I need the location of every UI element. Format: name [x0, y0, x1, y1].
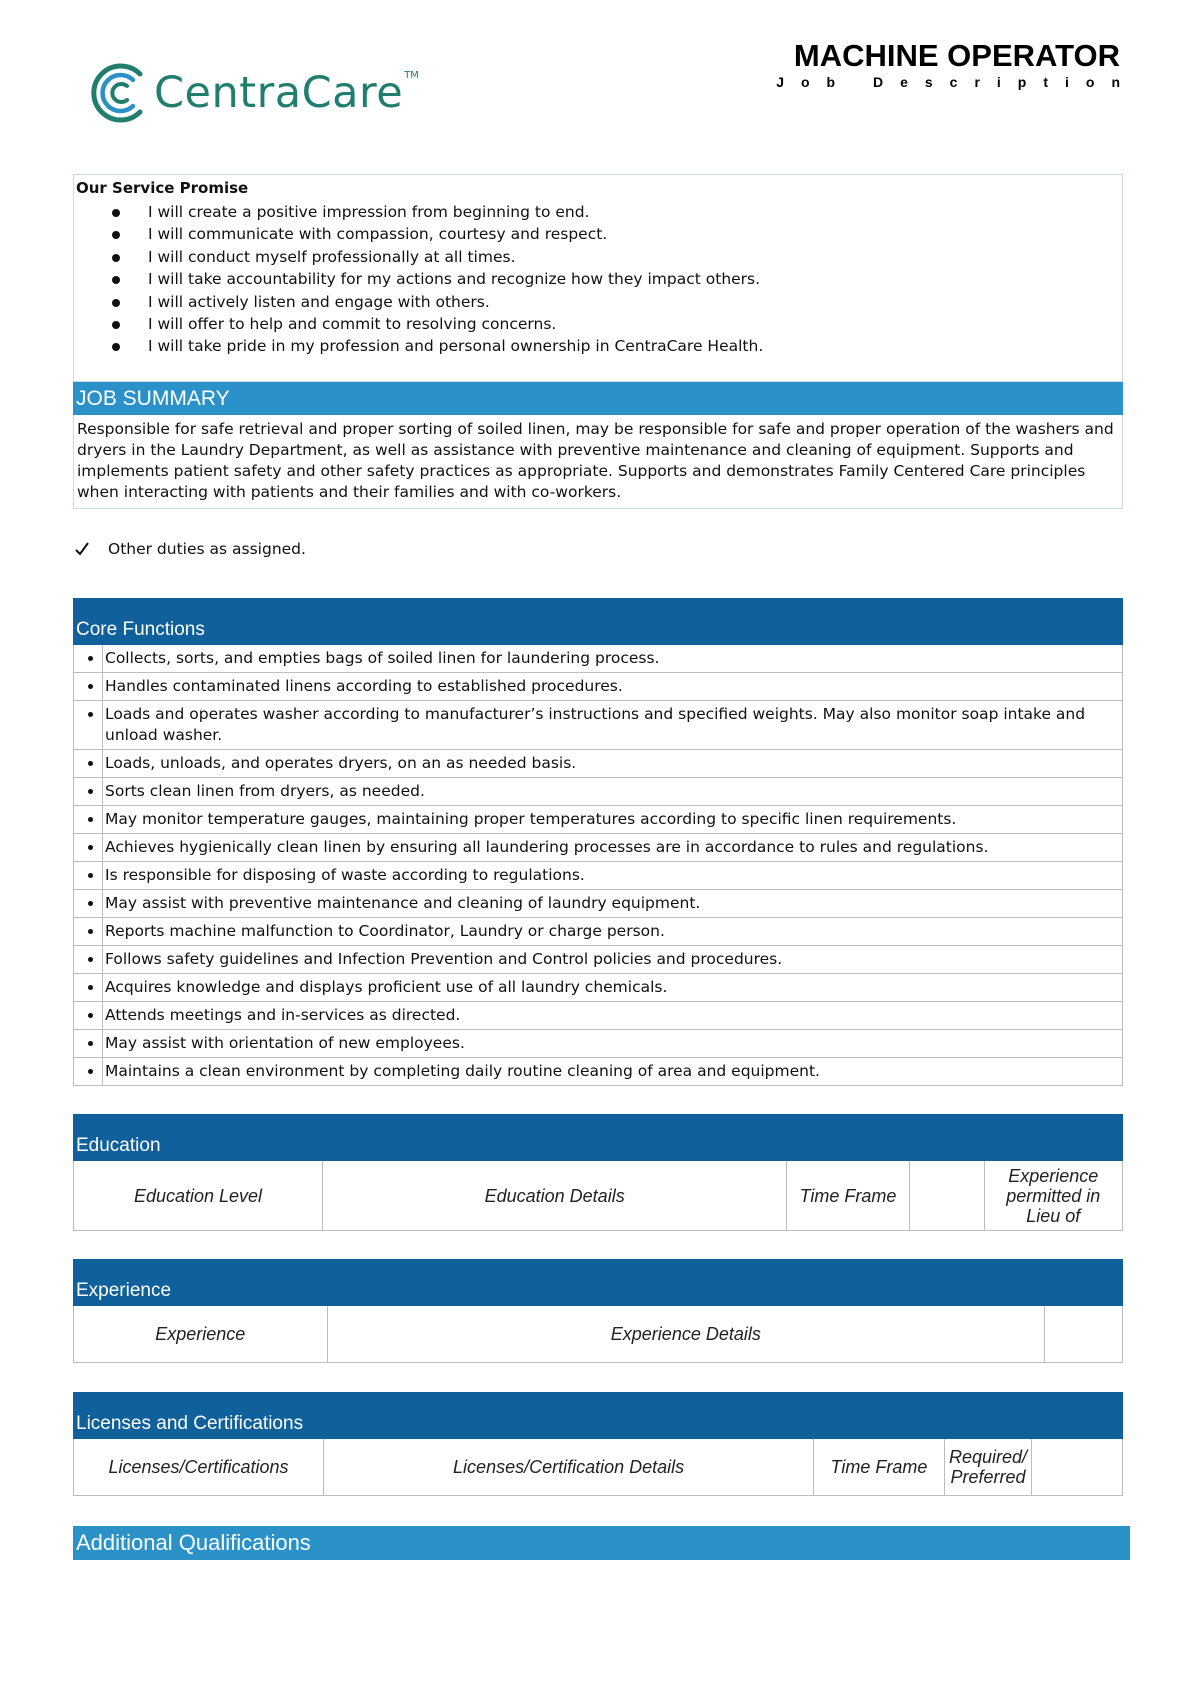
list-item: I will create a positive impression from beginning to end.: [112, 201, 763, 223]
bullet-icon: [74, 701, 103, 749]
centracare-logo-icon: [88, 60, 150, 126]
bullet-icon: [112, 321, 120, 329]
experience-in-lieu-header: Experience permitted in Lieu of: [1006, 1165, 1101, 1226]
table-row: May assist with preventive maintenance and cleaning of laundry equipment.: [74, 890, 1122, 918]
list-item: I will actively listen and engage with others.: [112, 291, 763, 313]
table-row: Maintains a clean environment by completing daily routine cleaning of area and equipment.: [74, 1058, 1122, 1086]
job-title: MACHINE OPERATOR: [793, 38, 1120, 73]
additional-qualifications-heading: Additional Qualifications: [73, 1526, 1130, 1560]
other-duties: [75, 540, 306, 558]
bullet-icon: [112, 343, 120, 351]
blank-header: [1045, 1306, 1122, 1362]
job-summary-text: Responsible for safe retrieval and proper sorting of soiled linen, may be responsible for safe and proper operation of the washers and dryers in the Laundry Department, as well as assistance with preventive maintenance and cleaning of equipment. Supports and implements patient safety and other safety practices as appropriate. Supports and demonstrates Family Centered Care principles when interacting with patients and their families and with co-workers.: [77, 420, 1114, 501]
experience-heading: Experience: [73, 1259, 1123, 1306]
title-block: [776, 38, 1137, 90]
other-duties-text: Other duties as assigned.: [108, 540, 306, 558]
table-row: Collects, sorts, and empties bags of soiled linen for laundering process.: [74, 645, 1122, 673]
bullet-icon: [74, 1030, 103, 1057]
education-level-header: Education Level: [74, 1161, 323, 1230]
bullet-icon: [74, 645, 103, 672]
bullet-icon: [74, 806, 103, 833]
blank-header: [910, 1161, 985, 1230]
bullet-icon: [74, 750, 103, 777]
job-subtitle: Job Description: [776, 74, 1137, 90]
table-row: Is responsible for disposing of waste according to regulations.: [74, 862, 1122, 890]
service-promise-box: [73, 174, 1123, 382]
service-promise-list: [112, 201, 763, 358]
table-row: Loads and operates washer according to manufacturer’s instructions and specified weights. May also monitor soap intake and unload washer.: [74, 701, 1122, 750]
checkmark-icon: [75, 542, 89, 556]
time-frame-header: Time Frame: [787, 1161, 910, 1230]
experience-table: [73, 1306, 1123, 1363]
table-row: Handles contaminated linens according to established procedures.: [74, 673, 1122, 701]
bullet-icon: [112, 231, 120, 239]
experience-header: Experience: [74, 1306, 328, 1362]
education-details-header: Education Details: [323, 1161, 787, 1230]
table-row: May assist with orientation of new employees.: [74, 1030, 1122, 1058]
list-item: I will take pride in my profession and personal ownership in CentraCare Health.: [112, 335, 763, 357]
bullet-icon: [74, 778, 103, 805]
table-row: Attends meetings and in-services as directed.: [74, 1002, 1122, 1030]
bullet-icon: [74, 834, 103, 861]
list-item: I will take accountability for my actions and recognize how they impact others.: [112, 268, 763, 290]
education-table: [73, 1161, 1123, 1231]
table-row: Sorts clean linen from dryers, as needed.: [74, 778, 1122, 806]
bullet-icon: [74, 1058, 103, 1085]
table-row: May monitor temperature gauges, maintaining proper temperatures according to specific linen requirements.: [74, 806, 1122, 834]
job-summary-heading: JOB SUMMARY: [73, 382, 1123, 415]
bullet-icon: [74, 673, 103, 700]
education-heading: Education: [73, 1114, 1123, 1161]
bullet-icon: [74, 1002, 103, 1029]
logo-wordmark: CentraCare: [154, 68, 404, 118]
table-row: Follows safety guidelines and Infection Prevention and Control policies and procedures.: [74, 946, 1122, 974]
table-row: Acquires knowledge and displays proficient use of all laundry chemicals.: [74, 974, 1122, 1002]
centracare-logo: [88, 58, 419, 128]
table-row: Achieves hygienically clean linen by ensuring all laundering processes are in accordance to rules and regulations.: [74, 834, 1122, 862]
required-preferred-header: Required/ Preferred: [945, 1439, 1033, 1495]
core-functions-heading: Core Functions: [73, 598, 1123, 645]
bullet-icon: [74, 862, 103, 889]
list-item: I will offer to help and commit to resolving concerns.: [112, 313, 763, 335]
bullet-icon: [112, 209, 120, 217]
licenses-table: [73, 1439, 1123, 1496]
list-item: I will communicate with compassion, courtesy and respect.: [112, 223, 763, 245]
bullet-icon: [112, 276, 120, 284]
license-details-header: Licenses/Certification Details: [324, 1439, 814, 1495]
bullet-icon: [112, 299, 120, 307]
bullet-icon: [112, 254, 120, 262]
job-summary-body: [73, 415, 1123, 509]
bullet-icon: [74, 890, 103, 917]
service-promise-title: Our Service Promise: [76, 179, 249, 197]
core-functions-list: [73, 645, 1123, 1086]
time-frame-header: Time Frame: [814, 1439, 945, 1495]
experience-details-header: Experience Details: [328, 1306, 1046, 1362]
list-item: I will conduct myself professionally at all times.: [112, 246, 763, 268]
table-row: Loads, unloads, and operates dryers, on an as needed basis.: [74, 750, 1122, 778]
blank-header: [1032, 1439, 1122, 1495]
licenses-heading: Licenses and Certifications: [73, 1392, 1123, 1439]
bullet-icon: [74, 974, 103, 1001]
logo-trademark: TM: [404, 69, 419, 81]
bullet-icon: [74, 918, 103, 945]
bullet-icon: [74, 946, 103, 973]
licenses-header: Licenses/Certifications: [74, 1439, 324, 1495]
table-row: Reports machine malfunction to Coordinator, Laundry or charge person.: [74, 918, 1122, 946]
